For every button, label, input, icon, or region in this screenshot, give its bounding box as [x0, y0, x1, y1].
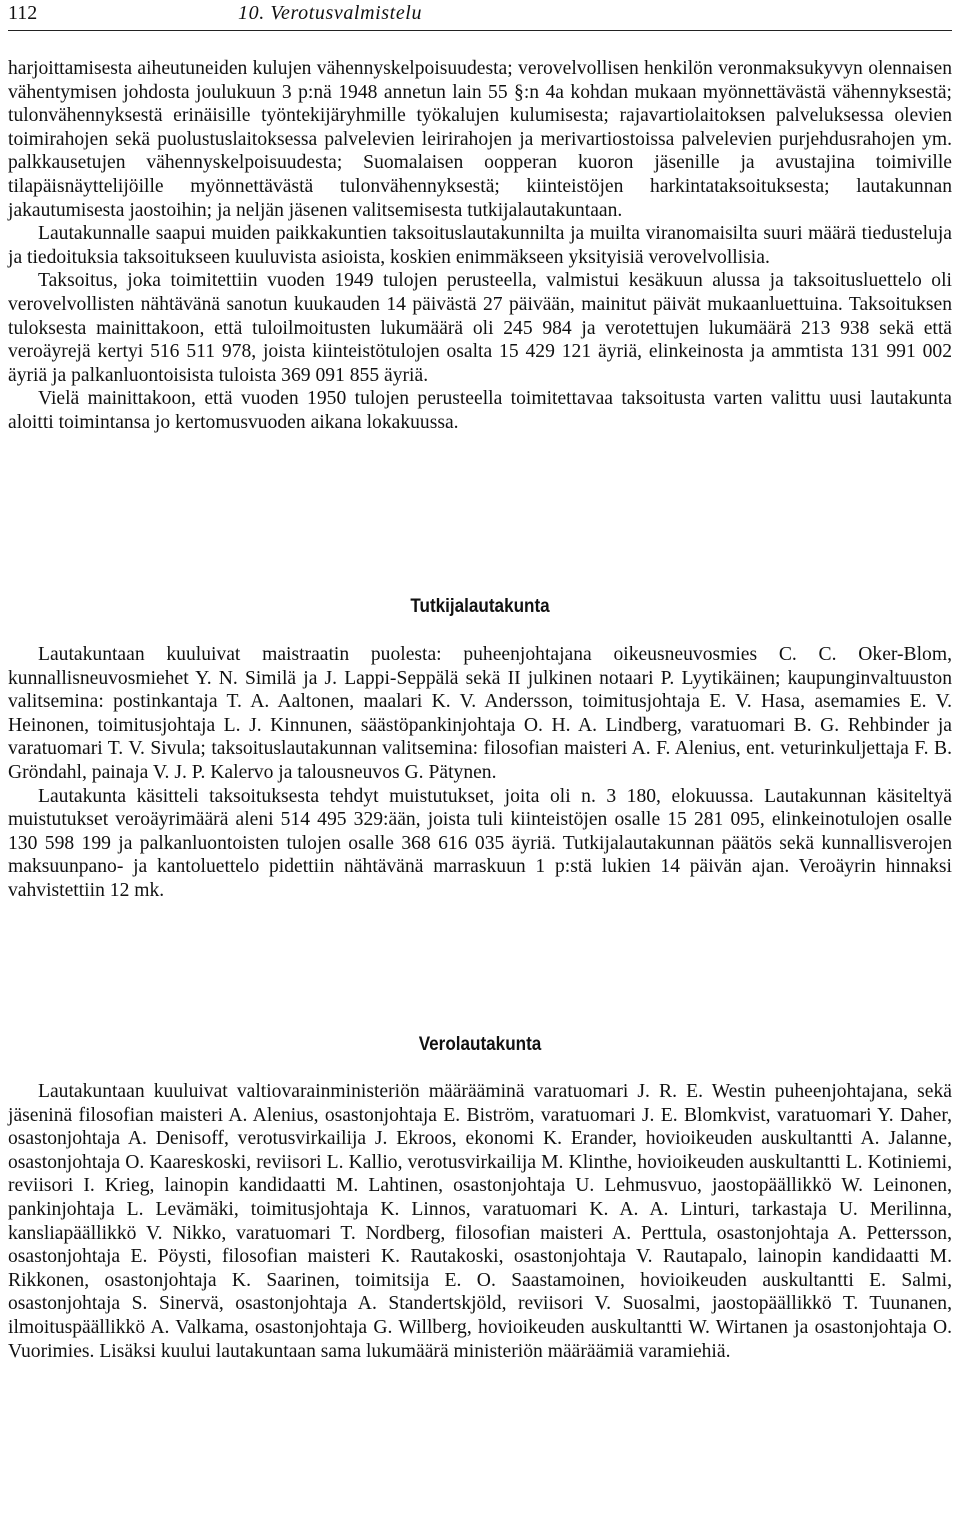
intro-paragraph-3: Taksoitus, joka toimitettiin vuoden 1949 tulojen perusteella, valmistui kesäkuun alussa ja taksoitusluettelo oli verovelvollisten nähtävänä sanotun kuukauden 14 päivästä 27 päivään, mainitut päivät mukaanluettuina. Taksoituksen tuloksesta mainittakoon, että tuloilmoitusten lukumäärä oli 245 984 ja verotettujen lukumäärä 213 938 sekä että veroäyrejä kertyi 516 511 978, joista kiinteistötulojen osalta 15 429 121 äyriä, elinkeinosta ja ammtista 131 991 002 äyriä ja palkanluontoisista tuloista 369 091 855 äyriä.: [8, 270, 952, 386]
intro-paragraph-4: Vielä mainittakoon, että vuoden 1950 tulojen perusteella toimitettavaa taksoitusta varten valittu uusi lautakunta aloitti toimintansa jo kertomusvuoden aikana lokakuussa.: [8, 388, 952, 433]
page-number: 112: [8, 2, 38, 24]
verolautakunta-section: [8, 1080, 952, 1363]
intro-section: [8, 57, 952, 435]
running-head: [8, 2, 952, 32]
verolautakunta-paragraph-1: Lautakuntaan kuuluivat valtiovarainministeriön määrääminä varatuomari J. R. E. Westin puheenjohtajana, sekä jäseninä filosofian maisteri A. Alenius, osastonjohtaja E. Biström, varatuomari J. E. Blomkvist, varatuomari Y. Daher, osastonjohtaja A. Denisoff, verotusvirkailija J. Ekroos, ekonomi K. Erander, hovioikeuden auskultantti A. Jalanne, osastonjohtaja O. Kaareskoski, reviisori L. Kallio, verotusvirkailija M. Klinthe, hovioikeuden auskultantti L. Kotiniemi, reviisori I. Krieg, lainopin kandidaatti M. Lahtinen, osastonjohtaja U. Lehmusvuo, jaostopäällikkö W. Leinonen, pankinjohtaja L. Levämäki, toimitusjohtaja K. Linnos, varatuomari K. A. A. Linturi, tarkastaja U. Merilinna, kansliapäällikkö V. Nikko, varatuomari T. Nordberg, filosofian maisteri A. Perttula, osastonjohtaja A. Pettersson, osastonjohtaja E. Pöysti, filosofian maisteri K. Rautakoski, osastonjohtaja V. Rautapalo, lainopin kandidaatti M. Rikkonen, osastonjohtaja K. Saarinen, toimitsija E. O. Saastamoinen, hovioikeuden auskultantti E. Salmi, osastonjohtaja S. Sinervä, osastonjohtaja A. Standertskjöld, reviisori V. Suosalmi, jaostopäällikkö T. Tuunanen, ilmoituspäällikkö A. Valkama, osastonjohtaja G. Willberg, hovioikeuden auskultantti W. Wirtanen ja osastonjohtaja O. Vuorimies. Lisäksi kuului lautakuntaan sama lukumäärä ministeriön määräämiä varamiehiä.: [8, 1081, 952, 1362]
intro-paragraph-1: harjoittamisesta aiheutuneiden kulujen vähennyskelpoisuudesta; verovelvollisen henkilön veronmaksukyvyn olennaisen vähentymisen johdosta joulukuun 3 p:nä 1948 annetun lain 55 §:n 4a kohdan mukaan myönnettävästä vähennyksestä; tulonvähennyksestä erinäisille työntekijäryhmille työkalujen kulumisesta; rajavartiolaitoksen palveluksessa olevien toimirahojen sekä puolustuslaitoksessa palvelevien leirirahojen ja merivartiostoissa palvelevien purjehdusrahojen ym. palkkausetujen vähennyskelpoisuudesta; Suomalaisen oopperan kuoron jäsenille ja avustajina toimiville tilapäisnäyttelijöille myönnettävästä tulonvähennyksestä; kiinteistöjen harkintataksoituksesta; lautakunnan jakautumisesta jaostoihin; ja neljän jäsenen valitsemisesta tutkijalautakuntaan.: [8, 58, 952, 221]
section-heading-verolautakunta: Verolautakunta: [418, 1034, 542, 1055]
header-rule: [8, 30, 952, 31]
running-title: 10. Verotusvalmistelu: [238, 2, 423, 24]
tutkijalautakunta-paragraph-2: Lautakunta käsitteli taksoituksesta tehdyt muistutukset, joita oli n. 3 180, elokuussa. Lautakunnan käsiteltyä muistutukset veroäyrimäärä aleni 514 495 329:ään, joista tuli kiinteistöjen osalle 15 281 095, elinkeinotulojen osalle 130 598 199 ja palkanluontoisten tulojen osalle 368 616 035 äyriä. Tutkijalautakunnan päätös sekä kunnallisverojen maksuunpano- ja kantoluettelo pidettiin nähtävänä marraskuun 1 p:stä lukien 14 päivän ajan. Veroäyrin hinnaksi vahvistettiin 12 mk.: [8, 785, 952, 901]
intro-paragraph-2: Lautakunnalle saapui muiden paikkakuntien taksoituslautakunnilta ja muilta viranomaisilta suuri määrä tiedusteluja ja tiedoituksia taksoitukseen kuuluvista asioista, koskien enimmäkseen yksityisiä verovelvollisia.: [8, 223, 952, 268]
tutkijalautakunta-paragraph-1: Lautakuntaan kuuluivat maistraatin puolesta: puheenjohtajana oikeusneuvosmies C. C. Oker-Blom, kunnallisneuvosmiehet Y. N. Similä ja J. Lappi-Seppälä sekä II julkinen notaari P. Lyytikäinen; kaupunginvaltuuston valitsemina: postinkantaja T. A. Aaltonen, maalari K. V. Andersson, toimitusjohtaja E. V. Hasa, asemamies E. V. Heinonen, toimitusjohtaja L. J. Kinnunen, säästöpankinjohtaja O. H. A. Lindberg, varatuomari B. G. Rehbinder ja varatuomari T. V. Sivula; taksoituslautakunnan valitsemina: filosofian maisteri A. F. Alenius, ent. veturinkuljettaja F. B. Gröndahl, painaja V. J. P. Kalervo ja talousneuvos G. Pätynen.: [8, 644, 952, 783]
section-heading-tutkijalautakunta: Tutkijalautakunta: [410, 596, 550, 617]
tutkijalautakunta-section: [8, 643, 952, 903]
